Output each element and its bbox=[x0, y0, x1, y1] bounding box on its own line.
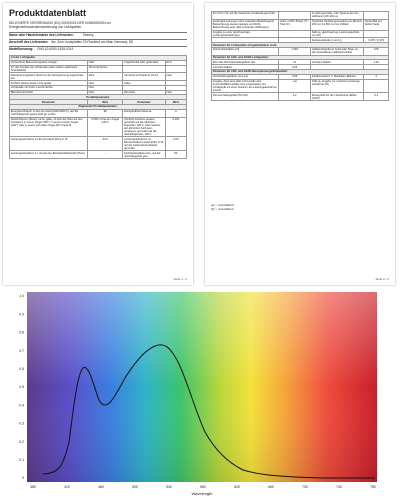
datasheet-page-1 bbox=[3, 3, 193, 285]
y-tick-label: 1.0 bbox=[19, 294, 24, 299]
cell: Ungebündelt oder gebündelt: bbox=[123, 60, 165, 65]
cell: Farbwertanteile (x und y) bbox=[311, 38, 364, 43]
cell: Wert des R9-Farbwiedergabein-dex bbox=[212, 60, 279, 65]
model-label: Modellkennung: bbox=[9, 47, 34, 51]
cell: Hülle: bbox=[123, 81, 165, 86]
cell bbox=[364, 12, 389, 20]
cell: 0,4 bbox=[364, 93, 389, 101]
cell: Verwendete Beleuchtungstech-nologie: bbox=[10, 60, 88, 65]
cell: Angabe, dass eine LED-Licht-quelle eine Leuchtstofflicht-quelle ohne eingebautes Vor-schaltgerät mit einer bestimm-ten Leistungsaufnahme ersetzt. bbox=[212, 79, 279, 93]
x-tick-label: 540 bbox=[166, 485, 172, 489]
x-tick-label: 660 bbox=[268, 485, 274, 489]
cell: Spitzenlichtstärke (cd) bbox=[212, 47, 279, 55]
table-row bbox=[212, 19, 389, 30]
cell: Nein bbox=[87, 85, 122, 90]
cell bbox=[279, 12, 311, 20]
cell: 1.363 bbox=[279, 47, 311, 55]
page-number: Seite 2 / 2 bbox=[375, 277, 389, 281]
cell: Vernetzte Lichtquel-le (CLS): bbox=[123, 73, 165, 81]
y-tick-label: 0.2 bbox=[19, 439, 24, 444]
cell: Lichtquelle mit hoher Leucht-dichte: bbox=[10, 85, 88, 90]
table-row bbox=[10, 109, 187, 117]
cell: Lichtstromfaktor bbox=[311, 60, 364, 65]
section-heading: Parameter für LED- und OLED-Netzspannungslichtquellen: bbox=[212, 70, 389, 75]
table-row bbox=[212, 79, 389, 93]
column-header: Wert bbox=[165, 100, 186, 105]
cell: Falls ja, gleichwerti-ge Leistungsaufnah-me (W) bbox=[311, 30, 364, 38]
cell: 38 bbox=[87, 109, 122, 117]
x-tick-label: 700 bbox=[302, 485, 308, 489]
cell: Netzspannung(Netz) direkt an die Netzspannung angeschlos-sen bbox=[10, 73, 88, 81]
x-tick-label: 460 bbox=[98, 485, 104, 489]
cell: - bbox=[279, 30, 311, 38]
footnote: (a) '-' unzutreffend; bbox=[211, 203, 235, 207]
regulation-line-1: DELEGIERTE VERORDNUNG (EU) 2019/2015 DER KOMMISSION zur bbox=[9, 21, 111, 25]
x-tick-label: 580 bbox=[200, 485, 206, 489]
cell: Art des Sockels der Lichtquelle (oder andere elektrische Schnittstelle) bbox=[10, 65, 88, 73]
divider bbox=[9, 46, 187, 47]
product-parameter-table-continued bbox=[211, 11, 389, 101]
spectrum-shading bbox=[27, 292, 377, 482]
model-line bbox=[9, 48, 73, 52]
table-row bbox=[10, 137, 187, 151]
cell: Spektrale Strahlungsverteilung im Bereich 250 nm bis 800 nm bei Volllast bbox=[311, 19, 364, 30]
y-tick-label: 0.5 bbox=[19, 385, 24, 390]
cell: Terminal blocks bbox=[87, 65, 122, 73]
cell: Blendschutzschild: bbox=[10, 90, 88, 95]
y-tick-label: 0.4 bbox=[19, 403, 24, 408]
cell: Energieeffizienzklas-se bbox=[123, 109, 165, 117]
cell: Angabe zu einer gleichwertigen Leistungsaufnahme(a) bbox=[212, 30, 279, 38]
cell: 0,387 / 0,379 bbox=[364, 38, 389, 43]
cell: Nein bbox=[87, 90, 122, 95]
cell: Höhe 1.065 / Breite 47 / Tiefe 34 bbox=[279, 19, 311, 30]
cell: 0,2 bbox=[279, 93, 311, 101]
table-row bbox=[10, 65, 187, 73]
table-row bbox=[212, 30, 389, 38]
y-tick-label: 0.3 bbox=[19, 421, 24, 426]
cell: Leistungsaufnahme im Bereitschaftszu-stand (Psb) in W, auf die zweite Dezimalstelle gerundet bbox=[124, 137, 164, 150]
table-row bbox=[10, 117, 187, 137]
cell: Leistungsaufnahme im vernetz-ten Bereitschaftsbetrieb (Pnet) bbox=[10, 151, 88, 159]
cell: Nutzlichtstrom (Φuse) mit An-gabe, ob sich der Wert auf den Lichtstrom in einem Kegel (360°), in einem breiten Kegel (120°) oder in einem schmalen Kegel (90°) bezieht bbox=[10, 117, 88, 137]
supplier-value: Tweeny bbox=[82, 33, 94, 37]
table-row bbox=[212, 47, 389, 55]
x-tick-label: 380 bbox=[30, 485, 36, 489]
y-tick-label: 0 bbox=[22, 476, 24, 481]
x-tick-label: 500 bbox=[132, 485, 138, 489]
cell: 1,00 bbox=[364, 60, 389, 65]
page-title: Produktdatenblatt bbox=[9, 8, 87, 18]
cell: - bbox=[364, 79, 389, 93]
footnote: (b) '-' unzutreffend bbox=[211, 207, 234, 211]
section-heading: Allgemeine Produktparameter: bbox=[10, 105, 187, 110]
table-row bbox=[10, 73, 187, 81]
regulation-line-2: Energieverbrauchskennzeichnung von Lichtquellen bbox=[9, 25, 82, 29]
cell: 11 bbox=[279, 60, 311, 65]
section-heading: Produktparameter bbox=[10, 95, 187, 100]
cell bbox=[165, 65, 186, 73]
cell: 126 bbox=[364, 47, 389, 55]
supplier-label: Name oder Handelsmarke des Lieferanten: bbox=[9, 33, 74, 37]
cell: 3.500 in brei-tem Kegel (120°) bbox=[87, 117, 122, 137]
cell: Lichtstromfaktor bbox=[212, 65, 279, 70]
x-axis-label: Wavelength bbox=[191, 491, 213, 496]
datasheet-page-2 bbox=[205, 3, 395, 285]
y-axis bbox=[19, 294, 24, 480]
cell: 80 bbox=[165, 151, 186, 159]
cell: Verschiebungsfaktor (cos φ1) bbox=[212, 74, 279, 79]
cell: MLS bbox=[87, 73, 122, 81]
address-line bbox=[9, 41, 133, 45]
cell: für CLS in W, auf die zweite De-zimalstelle gerundet bbox=[212, 12, 279, 20]
cell: LED bbox=[87, 60, 122, 65]
page-number: Seite 1 / 2 bbox=[173, 277, 187, 281]
model-value: DH3-10-K000-1618-0014 bbox=[37, 47, 74, 51]
cell: Siehe Bild auf letzter Seite bbox=[364, 19, 389, 30]
cell bbox=[123, 65, 165, 73]
y-tick-label: 0.9 bbox=[19, 312, 24, 317]
cell: Farblich abstimmbare Licht-quelle: bbox=[10, 81, 88, 86]
cell: Farbwiedergabein-dex, auf die nächstliegende gan- bbox=[123, 151, 165, 159]
y-tick-label: 0.8 bbox=[19, 330, 24, 335]
cell: -(a) bbox=[279, 79, 311, 93]
address-value: tbs, Zum Lindeplatten 20 Frankfurt am Main Germany, DE bbox=[51, 40, 134, 44]
cell: Nein bbox=[165, 73, 186, 81]
cell: Ähnliche Farbtem-peratur, gerundet auf die nächsten-liegenden 100 K, oder Spanne der ähnlichen Farb-tem-peraturen, gerundet auf die nächstliegenden 100 K bbox=[123, 117, 165, 137]
y-tick-label: 0.1 bbox=[19, 458, 24, 462]
x-tick-label: 620 bbox=[234, 485, 240, 489]
column-header: Parameter bbox=[10, 100, 88, 105]
x-tick-label: 420 bbox=[64, 485, 70, 489]
spectral-distribution-image bbox=[3, 292, 395, 497]
y-tick-label: 0.7 bbox=[19, 348, 24, 353]
table-row bbox=[212, 12, 389, 20]
x-axis bbox=[30, 485, 376, 489]
section-heading: Parameter für Lichtquellen mit gebündeltem Licht: bbox=[212, 43, 389, 48]
cell: Messgröße für den Stroboskop-Effekt (SVM) bbox=[311, 93, 364, 101]
spectrum-page bbox=[3, 292, 395, 497]
section-heading: Art der Lichtquelle: bbox=[10, 56, 187, 61]
table-row bbox=[10, 151, 187, 159]
cell: ze Zahl gerundet, oder Spanne der ein-stellbaren CRI-Wer-te bbox=[311, 12, 364, 20]
table-row bbox=[212, 93, 389, 101]
cell: - bbox=[165, 81, 186, 86]
cell: 3 bbox=[364, 74, 389, 79]
x-tick-label: 740 bbox=[336, 485, 342, 489]
cell: ELS bbox=[165, 60, 186, 65]
cell: Außenabmessungen ohne separates Betriebsgerät, Beleuchtungs-steuerungsteile und Nicht-Beleuchtungs-teile, falls vorhanden (Millimeter) bbox=[212, 19, 279, 30]
cell: Halbwertswinkel in Grad oder Span-ne der einstellbaren Halbwertswinkel bbox=[311, 47, 364, 55]
cell: Nein bbox=[165, 90, 186, 95]
cell: Leistungsaufnahme im Ein-Zu-stand (Pon) in W bbox=[10, 137, 88, 151]
supplier-line bbox=[9, 34, 94, 38]
address-label: Anschrift des Lieferanten: bbox=[9, 40, 49, 44]
light-source-type-table bbox=[9, 55, 187, 159]
cell: Dimmbar: bbox=[123, 90, 165, 95]
x-tick-label: 780 bbox=[370, 485, 376, 489]
cell: - bbox=[364, 30, 389, 38]
cell: 0,96 bbox=[279, 65, 311, 70]
cell: Energieverbrauch im Ein-Zu-stand (kWh/1000 h), auf die nächstfolgende ganze Zahl ge-rundet bbox=[10, 109, 88, 117]
cell: 33,0 bbox=[87, 137, 122, 151]
cell: - bbox=[87, 151, 122, 159]
cell: Nein bbox=[87, 81, 122, 86]
column-header: Wert bbox=[87, 100, 122, 105]
cell: A bbox=[165, 109, 186, 117]
cell: 0,96 bbox=[279, 74, 311, 79]
cell: 4.000 bbox=[165, 117, 186, 137]
column-header: Parameter bbox=[123, 100, 165, 105]
cell: 0,00 bbox=[165, 137, 186, 151]
section-heading: Parameter für LED- und OLED-Lichtquellen: bbox=[212, 55, 389, 60]
cell: Flimmer-Messgröße (Pst LM) bbox=[212, 93, 279, 101]
y-tick-label: 0.6 bbox=[19, 367, 24, 371]
cell: Farbkonsistenz in MacAdam-Ellipsen bbox=[311, 74, 364, 79]
cell: Falls ja, Angabe zur ersetzten Leistungs-aufnahme (W) bbox=[311, 79, 364, 93]
